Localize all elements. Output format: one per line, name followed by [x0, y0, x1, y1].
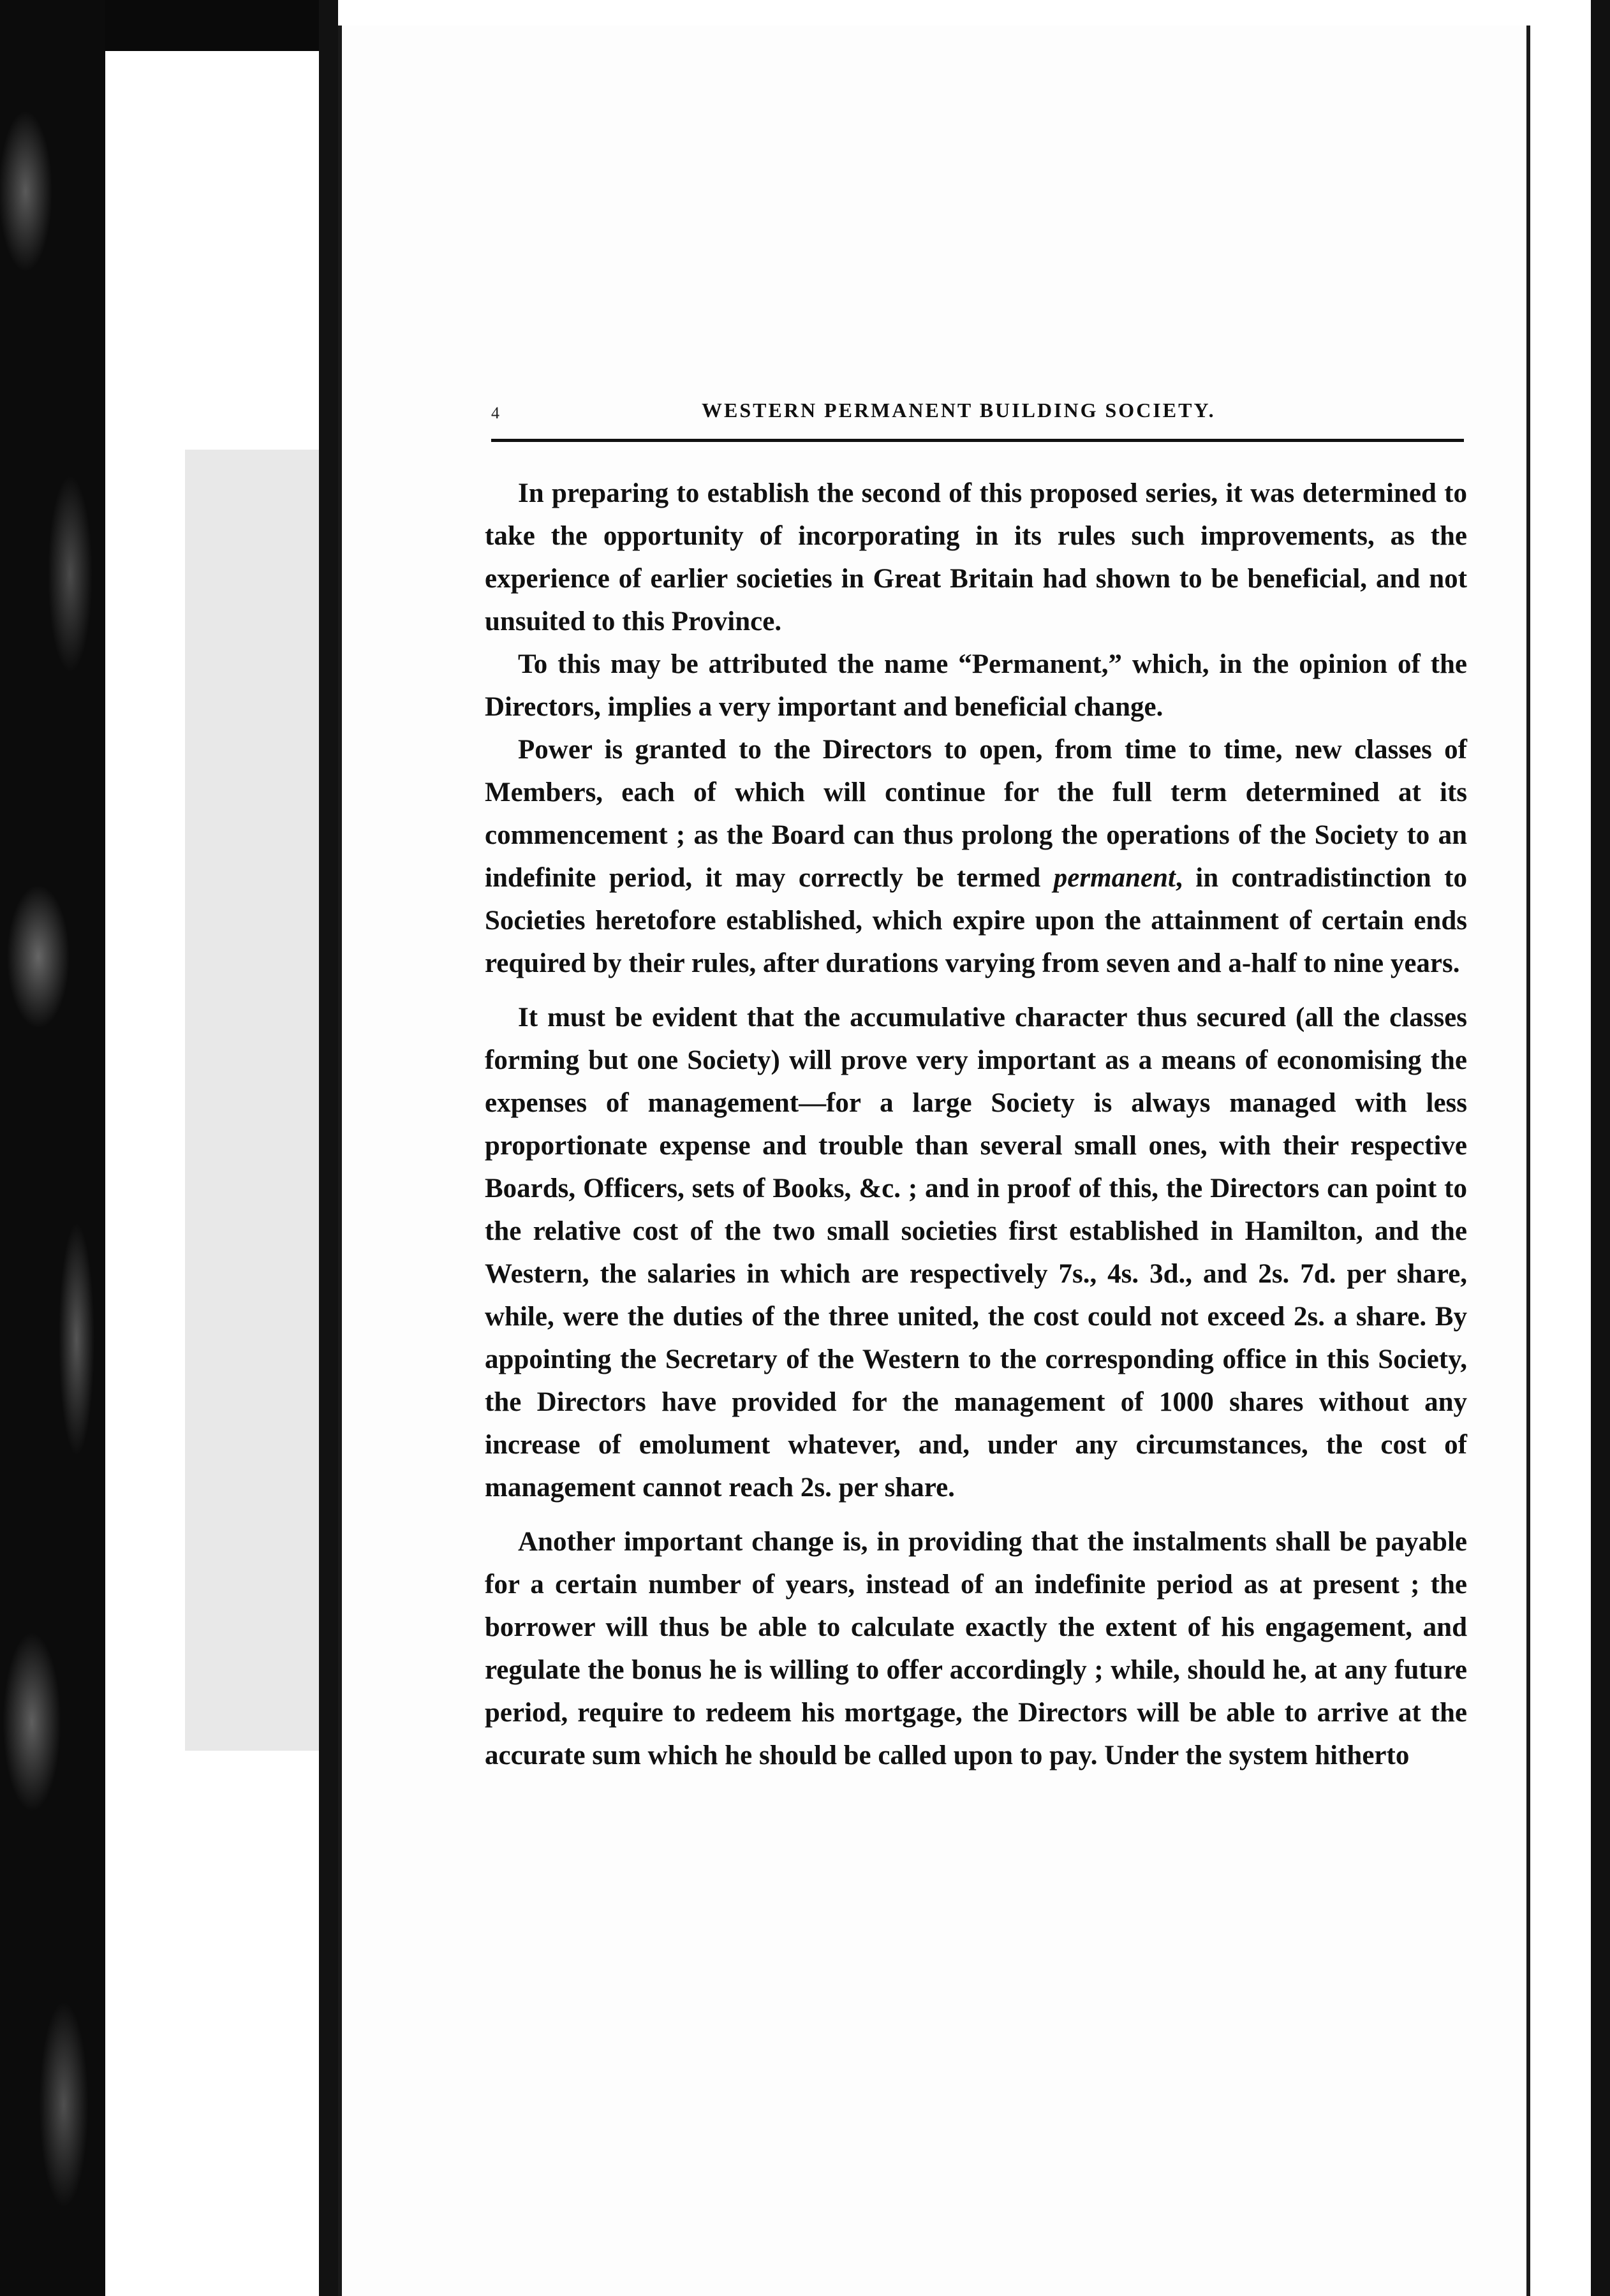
paragraph-text: Power is granted to the Directors to open, from time to time, new classes of Members, each of which will continue for the full term determined at its commencement ; as the Board can thus prolong the operations of the Society to an indefinite period, it may correctly be termed	[485, 735, 1467, 893]
paragraph: In preparing to establish the second of this proposed series, it was determined to take the opportunity of incorporating in its rules such improvements, as the experience of earlier societies in Great Britain had shown to be beneficial, and not unsuited to this Province.	[485, 478, 1467, 637]
paragraph: To this may be attributed the name “Permanent,” which, in the opinion of the Directors, implies a very important and beneficial change.	[485, 649, 1467, 722]
flap-shadow	[185, 450, 319, 1751]
header-rule	[491, 439, 1464, 442]
right-dark-edge	[1591, 0, 1610, 2296]
top-dark-edge	[105, 0, 335, 51]
body-text	[485, 472, 1467, 1777]
italic-term: permanent	[1053, 863, 1176, 893]
paragraph: It must be evident that the accumulative character thus secured (all the classes forming but one Society) will prove very important as a means of economising the expenses of management—for a large Society is always managed with less proportionate expense and trouble than several small ones, with their respective Boards, Officers, sets of Books, &c. ; and in proof of this, the Directors can point to the relative cost of the two small societies first established in Hamilton, and the Western, the salaries in which are respectively 7s., 4s. 3d., and 2s. 7d. per share, while, were the duties of the three united, the cost could not exceed 2s. a share. By appointing the Secretary of the Western to the corresponding office in this Society, the Directors have provided for the management of 1000 shares without any increase of emolument whatever, and, under any circumstances, the cost of management cannot reach 2s. per share.	[485, 1003, 1467, 1503]
running-header	[491, 399, 1464, 437]
left-dark-edge	[0, 0, 105, 2296]
paragraph-text: , in contradistinction to Societies heretofore established, which expire upon the attainment of certain ends required by their rules, after durations varying from seven and a-half to nine years.	[485, 863, 1467, 978]
page-gutter-edge	[319, 0, 338, 2296]
paragraph	[485, 728, 1467, 985]
page-number: 4	[491, 404, 499, 422]
running-head-title: WESTERN PERMANENT BUILDING SOCIETY.	[702, 399, 1216, 422]
paragraph: Another important change is, in providing that the instalments shall be payable for a certain number of years, instead of an indefinite period as at present ; the borrower will thus be able to calculate exactly the extent of his engagement, and regulate the bonus he is willing to offer accordingly ; while, should he, at any future period, require to redeem his mortgage, the Directors will be able to arrive at the accurate sum which he should be called upon to pay. Under the system hitherto	[485, 1527, 1467, 1770]
right-page-edge	[1526, 26, 1530, 2296]
